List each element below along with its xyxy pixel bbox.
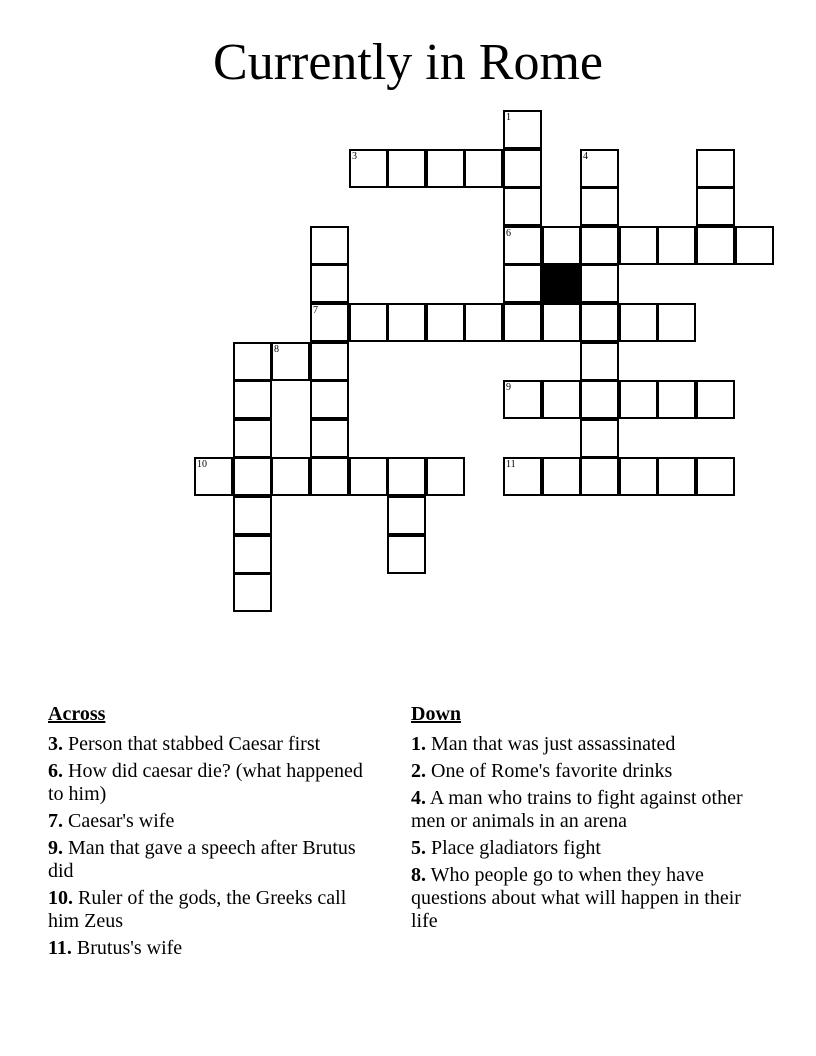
grid-cell[interactable] (387, 535, 426, 574)
grid-cell[interactable] (580, 149, 619, 188)
grid-cell[interactable] (580, 457, 619, 496)
grid-cell[interactable] (503, 226, 542, 265)
grid-cell[interactable] (310, 342, 349, 381)
grid-cell[interactable] (503, 264, 542, 303)
clue-number: 9 (506, 382, 511, 393)
grid-cell[interactable] (619, 380, 658, 419)
grid-cell[interactable] (503, 457, 542, 496)
black-cell (542, 264, 581, 303)
grid-cell[interactable] (696, 457, 735, 496)
grid-cell[interactable] (310, 303, 349, 342)
grid-cell[interactable] (580, 419, 619, 458)
clue-number: 3 (352, 151, 357, 162)
grid-cell[interactable] (696, 380, 735, 419)
grid-cell[interactable] (233, 419, 272, 458)
clue-across-10: 10. Ruler of the gods, the Greeks call him Zeus (48, 887, 347, 932)
clue-across-3: 3. Person that stabbed Caesar first (48, 733, 321, 755)
grid-cell[interactable] (310, 380, 349, 419)
grid-cell[interactable] (657, 380, 696, 419)
grid-cell[interactable] (310, 226, 349, 265)
across-heading: Across (48, 703, 106, 725)
grid-cell[interactable] (233, 573, 272, 612)
down-clues (411, 702, 751, 937)
grid-cell[interactable] (657, 303, 696, 342)
grid-cell[interactable] (580, 303, 619, 342)
clue-number: 4 (583, 151, 588, 162)
grid-cell[interactable] (310, 419, 349, 458)
grid-cell[interactable] (657, 226, 696, 265)
clue-number: 10 (197, 459, 207, 470)
grid-cell[interactable] (696, 187, 735, 226)
grid-cell[interactable] (580, 226, 619, 265)
grid-cell[interactable] (619, 303, 658, 342)
grid-cell[interactable] (310, 457, 349, 496)
grid-cell[interactable] (464, 303, 503, 342)
page-title: Currently in Rome (213, 34, 603, 91)
clue-down-1: 1. Man that was just assassinated (411, 733, 676, 755)
grid-cell[interactable] (619, 226, 658, 265)
clue-across-6: 6. How did caesar die? (what happened to him) (48, 760, 363, 805)
grid-cell[interactable] (233, 342, 272, 381)
clue-down-5: 5. Place gladiators fight (411, 837, 601, 859)
grid-cell[interactable] (464, 149, 503, 188)
grid-cell[interactable] (657, 457, 696, 496)
grid-cell[interactable] (233, 457, 272, 496)
grid-cell[interactable] (503, 187, 542, 226)
clue-number: 7 (313, 305, 318, 316)
grid-cell[interactable] (735, 226, 774, 265)
grid-cell[interactable] (387, 457, 426, 496)
clue-across-7: 7. Caesar's wife (48, 810, 175, 832)
grid-cell[interactable] (542, 303, 581, 342)
grid-cell[interactable] (580, 187, 619, 226)
grid-cell[interactable] (426, 149, 465, 188)
grid-cell[interactable] (542, 457, 581, 496)
grid-cell[interactable] (503, 380, 542, 419)
grid-cell[interactable] (503, 303, 542, 342)
clue-down-8: 8. Who people go to when they have questions about what will happen in their life (411, 864, 741, 932)
clue-number: 1 (506, 112, 511, 123)
grid-cell[interactable] (310, 264, 349, 303)
grid-cell[interactable] (619, 457, 658, 496)
grid-cell[interactable] (349, 149, 388, 188)
grid-cell[interactable] (426, 457, 465, 496)
grid-cell[interactable] (542, 226, 581, 265)
clue-number: 11 (506, 459, 516, 470)
grid-cell[interactable] (426, 303, 465, 342)
grid-cell[interactable] (696, 149, 735, 188)
grid-cell[interactable] (349, 457, 388, 496)
clue-down-2: 2. One of Rome's favorite drinks (411, 760, 673, 782)
clue-number: 8 (274, 344, 279, 355)
grid-cell[interactable] (233, 380, 272, 419)
clue-across-9: 9. Man that gave a speech after Brutus did (48, 837, 356, 882)
across-clues (48, 702, 378, 964)
clue-down-4: 4. A man who trains to fight against other men or animals in an arena (411, 787, 743, 832)
grid-cell[interactable] (503, 110, 542, 149)
grid-cell[interactable] (580, 342, 619, 381)
clue-number: 6 (506, 228, 511, 239)
grid-cell[interactable] (580, 264, 619, 303)
down-heading: Down (411, 703, 462, 725)
clue-across-11: 11. Brutus's wife (48, 937, 183, 959)
grid-cell[interactable] (387, 496, 426, 535)
grid-cell[interactable] (233, 496, 272, 535)
grid-cell[interactable] (271, 457, 310, 496)
grid-cell[interactable] (349, 303, 388, 342)
grid-cell[interactable] (194, 457, 233, 496)
grid-cell[interactable] (696, 226, 735, 265)
grid-cell[interactable] (503, 149, 542, 188)
grid-cell[interactable] (580, 380, 619, 419)
grid-cell[interactable] (387, 149, 426, 188)
grid-cell[interactable] (271, 342, 310, 381)
grid-cell[interactable] (387, 303, 426, 342)
grid-cell[interactable] (542, 380, 581, 419)
grid-cell[interactable] (233, 535, 272, 574)
